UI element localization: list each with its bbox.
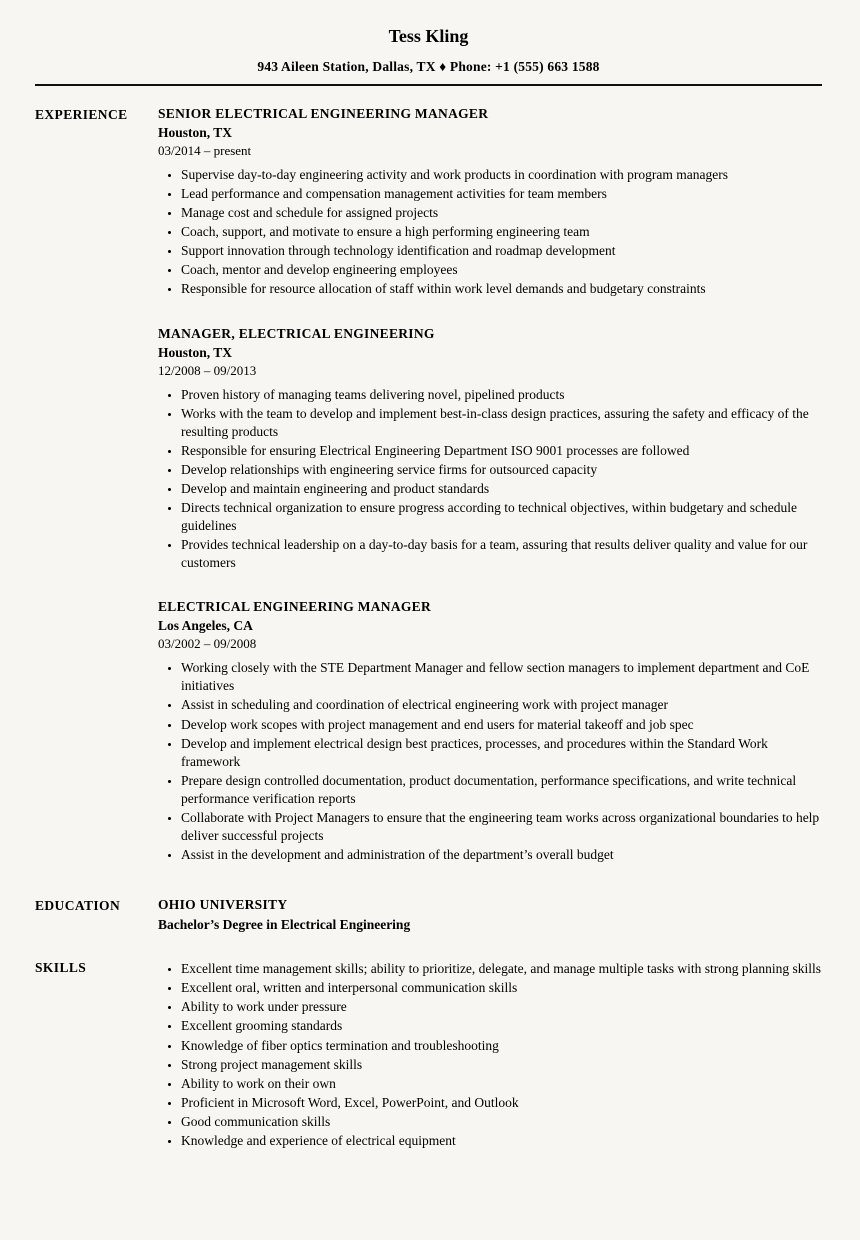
resume-header [35,26,822,86]
job-title: SENIOR ELECTRICAL ENGINEERING MANAGER [158,106,489,121]
bullet-item: • Provides technical leadership on a day-to-day basis for a team, assuring that results deliver quality and value for our customers [181,536,822,572]
bullet-item: • Manage cost and schedule for assigned projects [181,204,822,222]
bullet-item: • Coach, support, and motivate to ensure a high performing engineering team [181,223,822,241]
degree: Bachelor’s Degree in Electrical Engineering [158,917,411,933]
section-skills [35,959,822,1151]
bullet-item: • Assist in scheduling and coordination of electrical engineering work with project manager [181,696,822,714]
candidate-name: Tess Kling [388,26,469,46]
job-dates: 12/2008 – 09/2013 [158,362,257,378]
bullet-item: • Strong project management skills [181,1056,822,1074]
experience-content [158,106,822,865]
bullet-item: • Develop work scopes with project management and end users for material takeoff and job spec [181,716,822,734]
bullet-item: • Lead performance and compensation management activities for team members [181,185,822,203]
bullet-item: • Assist in the development and administration of the department’s overall budget [181,846,822,864]
bullet-item: • Proficient in Microsoft Word, Excel, PowerPoint, and Outlook [181,1094,822,1112]
section-experience [35,106,822,865]
bullet-item: • Excellent oral, written and interpersonal communication skills [181,979,822,997]
bullet-item: • Ability to work on their own [181,1075,822,1093]
job-bullets [158,386,822,573]
job-title: ELECTRICAL ENGINEERING MANAGER [158,599,432,615]
bullet-item: • Support innovation through technology identification and roadmap development [181,242,822,260]
job-entry [158,106,822,299]
job-title: MANAGER, ELECTRICAL ENGINEERING [158,325,435,341]
bullet-item: • Develop relationships with engineering service firms for outsourced capacity [181,461,822,479]
skills-content [158,959,822,1151]
section-label-education: EDUCATION [35,898,121,914]
job-dates: 03/2002 – 09/2008 [158,636,257,652]
bullet-item: • Excellent time management skills; ability to prioritize, delegate, and manage multiple tasks with strong planning skills [181,960,822,978]
education-content [158,897,822,933]
bullet-item: • Responsible for ensuring Electrical Engineering Department ISO 9001 processes are followed [181,442,822,460]
bullet-item: • Directs technical organization to ensure progress according to technical objectives, within budgetary and schedule guidelines [181,499,822,535]
bullet-item: • Prepare design controlled documentation, product documentation, performance specifications, and write technical performance verification reports [181,772,822,808]
skills-bullets [158,960,822,1150]
bullet-item: • Supervise day-to-day engineering activity and work products in coordination with program managers [181,166,822,184]
job-location: Houston, TX [158,125,233,140]
bullet-item: • Responsible for resource allocation of staff within work level demands and budgetary constraints [181,280,822,298]
bullet-item: • Excellent grooming standards [181,1017,822,1035]
section-label-skills: SKILLS [35,960,87,976]
bullet-item: • Develop and implement electrical design best practices, processes, and procedures within the Standard Work framework [181,735,822,771]
bullet-item: • Proven history of managing teams delivering novel, pipelined products [181,386,822,404]
bullet-item: • Working closely with the STE Department Manager and fellow section managers to implement department and CoE initiatives [181,659,822,695]
section-education [35,897,822,933]
bullet-item: • Coach, mentor and develop engineering employees [181,261,822,279]
school-name: OHIO UNIVERSITY [158,897,288,913]
job-bullets [158,659,822,864]
bullet-item: • Works with the team to develop and implement best-in-class design practices, assuring the safety and efficacy of the resulting products [181,405,822,441]
bullet-item: • Develop and maintain engineering and product standards [181,480,822,498]
job-location: Houston, TX [158,344,233,360]
bullet-item: • Knowledge and experience of electrical equipment [181,1132,822,1150]
bullet-item: • Good communication skills [181,1113,822,1131]
job-bullets [158,166,822,299]
bullet-item: • Collaborate with Project Managers to ensure that the engineering team works across organizational boundaries to help deliver successful projects [181,809,822,845]
job-entry [158,599,822,864]
header-rule [35,84,822,86]
bullet-item: • Ability to work under pressure [181,998,822,1016]
job-location: Los Angeles, CA [158,618,253,634]
section-label-experience: EXPERIENCE [35,107,128,122]
job-entry [158,326,822,573]
contact-line: 943 Aileen Station, Dallas, TX ♦ Phone: +1 (555) 663 1588 [257,59,600,74]
job-dates: 03/2014 – present [158,143,252,158]
bullet-item: • Knowledge of fiber optics termination and troubleshooting [181,1037,822,1055]
